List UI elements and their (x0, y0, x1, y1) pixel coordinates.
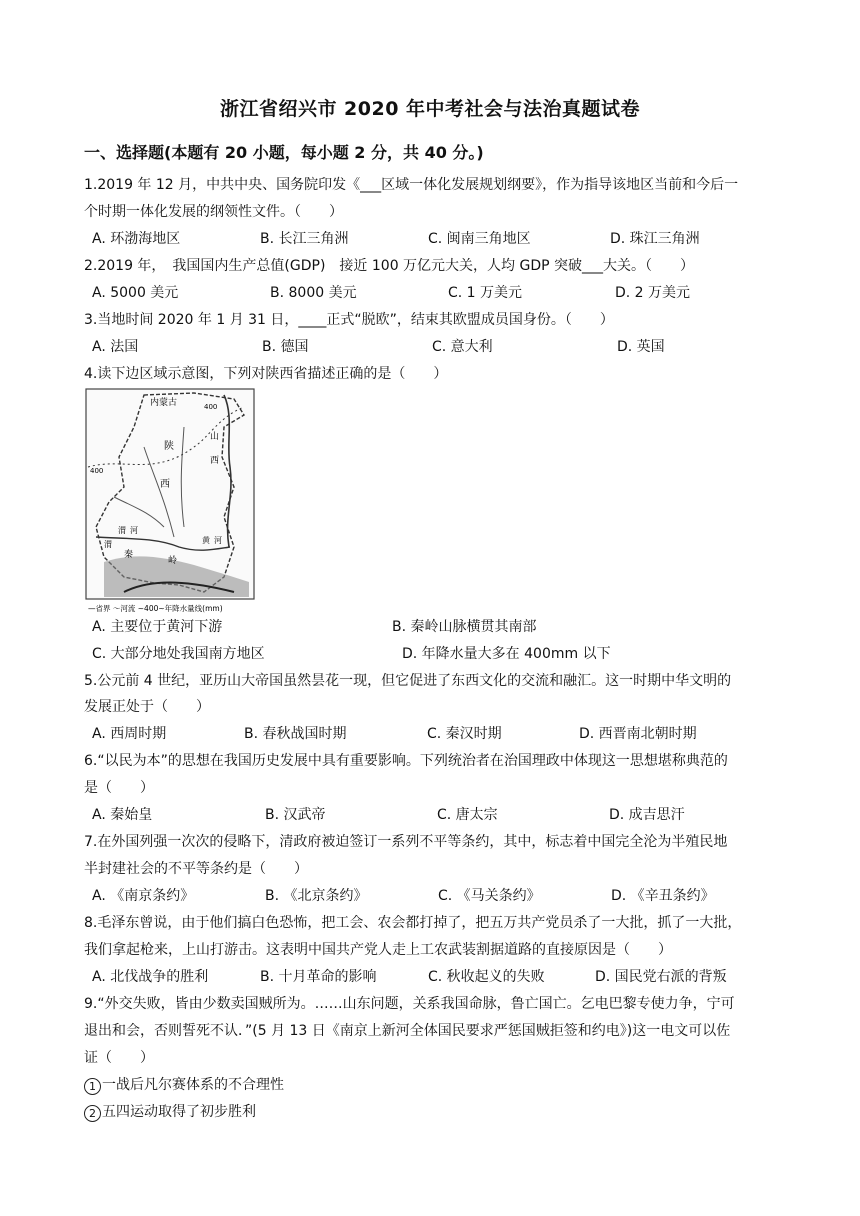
q7-option-c: C. 《马关条约》 (438, 888, 541, 904)
q3-option-a: A. 法国 (92, 339, 139, 355)
map-label-7: 渭 (118, 526, 126, 535)
map-label-1: 400 (204, 403, 218, 411)
map-label-8: 河 (130, 526, 138, 535)
q5-option-b: B. 春秋战国时期 (244, 726, 347, 742)
q1-option-d: D. 珠江三角洲 (610, 231, 700, 247)
statement-1-text: 一战后凡尔赛体系的不合理性 (102, 1077, 284, 1093)
q7-stem-line2: 半封建社会的不平等条约是（ ） (84, 861, 308, 877)
statement-2-text: 五四运动取得了初步胜利 (102, 1104, 256, 1120)
q8-option-a: A. 北伐战争的胜利 (92, 969, 209, 985)
map-label-11: 秦 (124, 550, 134, 560)
map-label-2: 陕 (164, 441, 174, 452)
map-label-6: 400 (90, 467, 104, 475)
q7-option-b: B. 《北京条约》 (265, 888, 368, 904)
q3-option-c: C. 意大利 (432, 339, 493, 355)
q8-stem-line1: 8.毛泽东曾说，由于他们搞白色恐怖，把工会、农会都打掉了，把五万共产党员杀了一大批，抓了一大批， (84, 915, 742, 931)
q6-option-c: C. 唐太宗 (437, 807, 498, 823)
q9-statement-2 (84, 1102, 256, 1122)
q6-stem-line2: 是（ ） (84, 780, 154, 796)
q1-option-b: B. 长江三角洲 (260, 231, 349, 247)
q2-option-a: A. 5000 美元 (92, 285, 179, 301)
q2-stem-line1: 2.2019 年， 我国国内生产总值(GDP) 接近 100 万亿元大关，人均 GDP 突破___大关。（ ） (84, 258, 695, 274)
q6-option-a: A. 秦始皇 (92, 807, 153, 823)
q5-option-c: C. 秦汉时期 (427, 726, 502, 742)
q9-stem-line1: 9.“外交失败，皆由少数卖国贼所为。……山东问题，关系我国命脉，鲁亡国亡。乞电巴黎专使力争，宁可 (84, 996, 735, 1012)
map-label-10: 河 (214, 536, 222, 545)
q5-option-a: A. 西周时期 (92, 726, 167, 742)
q5-stem-line1: 5.公元前 4 世纪，亚历山大帝国虽然昙花一现，但它促进了东西文化的交流和融汇。这一时期中华文明的 (84, 673, 732, 689)
q2-option-b: B. 8000 美元 (270, 285, 357, 301)
q4-option-c: C. 大部分地处我国南方地区 (92, 646, 265, 662)
q4-option-a: A. 主要位于黄河下游 (92, 619, 223, 635)
q9-stem-line3: 证（ ） (84, 1050, 154, 1066)
q5-option-d: D. 西晋南北朝时期 (579, 726, 697, 742)
q2-option-d: D. 2 万美元 (615, 285, 691, 301)
q1-stem-line2: 个时期一体化发展的纲领性文件。（ ） (84, 204, 343, 220)
map-label-0: 内蒙古 (150, 398, 178, 408)
q6-stem-line1: 6.“以民为本”的思想在我国历史发展中具有重要影响。下列统治者在治国理政中体现这一思想堪称典范的 (84, 753, 728, 769)
q6-option-d: D. 成吉思汗 (609, 807, 685, 823)
q2-option-c: C. 1 万美元 (448, 285, 523, 301)
exam-title: 浙江省绍兴市 2020 年中考社会与法治真题试卷 (219, 98, 641, 120)
q1-option-a: A. 环渤海地区 (92, 231, 181, 247)
q3-option-d: D. 英国 (617, 339, 665, 355)
q4-stem-line1: 4.读下边区域示意图，下列对陕西省描述正确的是（ ） (84, 366, 448, 382)
q5-stem-line2: 发展正处于（ ） (84, 699, 210, 715)
map-label-5: 西 (160, 479, 170, 490)
q7-option-d: D. 《辛丑条约》 (611, 888, 715, 904)
q8-option-b: B. 十月革命的影响 (260, 969, 377, 985)
q8-option-d: D. 国民党右派的背叛 (595, 969, 727, 985)
q4-option-d: D. 年降水量大多在 400mm 以下 (402, 646, 611, 662)
map-label-13: 渭 (104, 540, 112, 549)
statement-1-marker: 1 (84, 1078, 101, 1095)
map-legend: —省界 ～河流 ~400~年降水量线(mm) (88, 604, 223, 613)
q1-option-c: C. 闽南三角地区 (428, 231, 531, 247)
shaanxi-region-map (84, 387, 256, 615)
q1-stem-line1: 1.2019 年 12 月，中共中央、国务院印发《___区域一体化发展规划纲要》，作为指导该地区当前和今后一 (84, 177, 739, 193)
q4-option-b: B. 秦岭山脉横贯其南部 (392, 619, 537, 635)
q9-stem-line2: 退出和会，否则誓死不认．”(5 月 13 日《南京上新河全体国民要求严惩国贼拒签和约电》)这一电文可以佐 (84, 1023, 731, 1039)
statement-2-marker: 2 (84, 1105, 101, 1122)
q8-stem-line2: 我们拿起枪来，上山打游击。这表明中国共产党人走上工农武装割据道路的直接原因是（ ） (84, 942, 672, 958)
section-heading: 一、选择题(本题有 20 小题，每小题 2 分，共 40 分。) (84, 143, 484, 162)
q3-option-b: B. 德国 (262, 339, 309, 355)
q7-stem-line1: 7.在外国列强一次次的侵略下，清政府被迫签订一系列不平等条约，其中，标志着中国完全沦为半殖民地 (84, 834, 728, 850)
q3-stem-line1: 3.当地时间 2020 年 1 月 31 日，____正式“脱欧”，结束其欧盟成员国身份。（ ） (84, 312, 614, 328)
map-label-12: 岭 (168, 556, 178, 566)
q9-statement-1 (84, 1075, 284, 1095)
q6-option-b: B. 汉武帝 (265, 807, 326, 823)
q8-option-c: C. 秋收起义的失败 (428, 969, 545, 985)
map-label-3: 山 (210, 432, 220, 442)
q7-option-a: A. 《南京条约》 (92, 888, 195, 904)
map-label-4: 西 (210, 456, 220, 466)
map-label-9: 黄 (202, 536, 210, 545)
